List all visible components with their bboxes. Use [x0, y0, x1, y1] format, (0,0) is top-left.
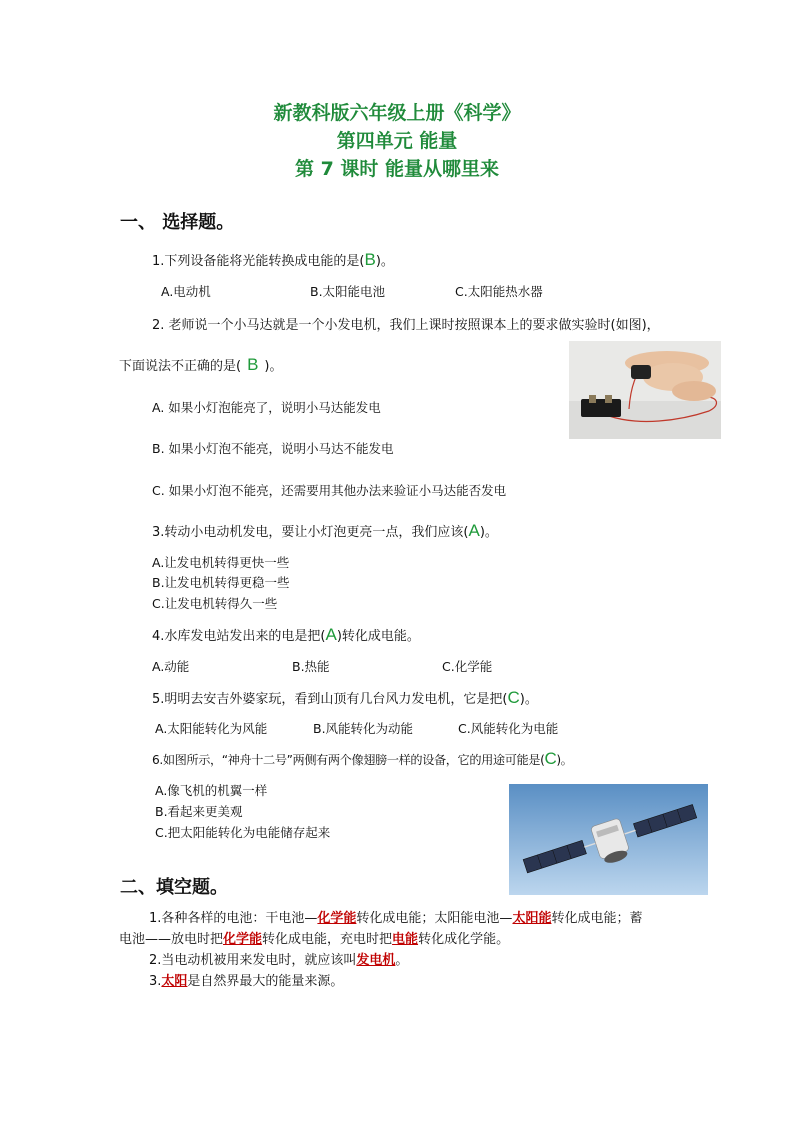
- q6-option-b: B.看起来更美观: [155, 804, 243, 819]
- q3-option-c: C.让发电机转得久一些: [152, 596, 278, 611]
- q4-option-a: A.动能: [152, 659, 190, 674]
- fill-question-1-line1: [149, 907, 642, 926]
- question-text-end: )。: [264, 359, 283, 374]
- question-text: 5.明明去安吉外婆家玩，看到山顶有几台风力发电机，它是把(: [152, 692, 508, 707]
- fill-text: 3.: [149, 974, 162, 989]
- fill-text: 转化成电能；太阳能电池—: [356, 911, 513, 926]
- q3-option-a: A.让发电机转得更快一些: [152, 555, 290, 570]
- q2-option-b: B. 如果小灯泡不能亮，说明小马达不能发电: [152, 441, 394, 456]
- spacecraft-photo: [509, 784, 708, 895]
- q3-option-b: B.让发电机转得更稳一些: [152, 575, 290, 590]
- fill-question-3: [149, 970, 343, 989]
- question-5: [152, 688, 538, 708]
- question-text: 下面说法不正确的是(: [119, 359, 242, 374]
- q4-option-b: B.热能: [292, 659, 330, 674]
- answer: A: [325, 625, 337, 644]
- question-text-end: )。: [375, 254, 394, 269]
- q1-option-a: A.电动机: [161, 284, 211, 299]
- question-3: [152, 521, 498, 541]
- q2-option-a: A. 如果小灯泡能亮了，说明小马达能发电: [152, 400, 381, 415]
- section-choice-title: 一、 选择题。: [120, 212, 235, 233]
- answer: A: [468, 521, 480, 540]
- answer: B: [364, 250, 376, 269]
- q6-option-c: C.把太阳能转化为电能储存起来: [155, 825, 331, 840]
- answer: C: [544, 749, 557, 768]
- fill-text: 转化成电能，充电时把: [262, 932, 393, 947]
- q5-option-b: B.风能转化为动能: [313, 721, 414, 736]
- section-fill-title: 二、填空题。: [120, 877, 228, 898]
- motor-experiment-photo: [569, 341, 721, 439]
- fill-text: 转化成电能；蓄: [551, 911, 643, 926]
- answer: C: [507, 688, 520, 707]
- question-2-line2: [119, 355, 283, 375]
- question-text: 6.如图所示，“神舟十二号”两侧有两个像翅膀一样的设备，它的用途可能是(: [152, 753, 545, 767]
- question-text-end: )。: [479, 525, 498, 540]
- q5-option-c: C.风能转化为电能: [458, 721, 559, 736]
- fill-answer: 化学能: [223, 932, 263, 947]
- fill-text: 电池——放电时把: [119, 932, 224, 947]
- question-2-line1: 2. 老师说一个小马达就是一个小发电机，我们上课时按照课本上的要求做实验时(如图)，: [152, 318, 660, 333]
- document-title: 新教科版六年级上册《科学》: [273, 102, 521, 124]
- fill-answer: 发电机: [356, 953, 396, 968]
- unit-title: 第四单元 能量: [336, 130, 458, 152]
- q6-option-a: A.像飞机的机翼一样: [155, 783, 268, 798]
- question-text: 4.水库发电站发出来的电是把(: [152, 629, 326, 644]
- fill-text: 。: [395, 953, 409, 968]
- question-text: 3.转动小电动机发电，要让小灯泡更亮一点，我们应该(: [152, 525, 469, 540]
- lesson-title: 第 7 课时 能量从哪里来: [294, 158, 500, 180]
- fill-text: 是自然界最大的能量来源。: [187, 974, 344, 989]
- q4-option-c: C.化学能: [442, 659, 493, 674]
- fill-answer: 电能: [392, 932, 419, 947]
- question-text: 1.下列设备能将光能转换成电能的是(: [152, 254, 365, 269]
- fill-answer: 太阳能: [512, 911, 552, 926]
- q2-option-c: C. 如果小灯泡不能亮，还需要用其他办法来验证小马达能否发电: [152, 483, 507, 498]
- fill-text: 1.各种各样的电池：干电池—: [149, 911, 318, 926]
- question-text-end: )。: [556, 753, 573, 767]
- q1-option-c: C.太阳能热水器: [455, 284, 543, 299]
- q1-option-b: B.太阳能电池: [310, 284, 386, 299]
- question-text-end: )转化成电能。: [336, 629, 420, 644]
- fill-text: 转化成化学能。: [418, 932, 510, 947]
- fill-question-2: [149, 949, 408, 968]
- fill-question-1-line2: [119, 928, 509, 947]
- question-text-end: )。: [519, 692, 538, 707]
- q5-option-a: A.太阳能转化为风能: [155, 721, 268, 736]
- question-1: [152, 250, 394, 270]
- fill-text: 2.当电动机被用来发电时，就应该叫: [149, 953, 357, 968]
- question-4: [152, 625, 420, 645]
- fill-answer: 太阳: [161, 974, 188, 989]
- question-6: [152, 749, 572, 769]
- answer: B: [247, 355, 259, 374]
- fill-answer: 化学能: [317, 911, 357, 926]
